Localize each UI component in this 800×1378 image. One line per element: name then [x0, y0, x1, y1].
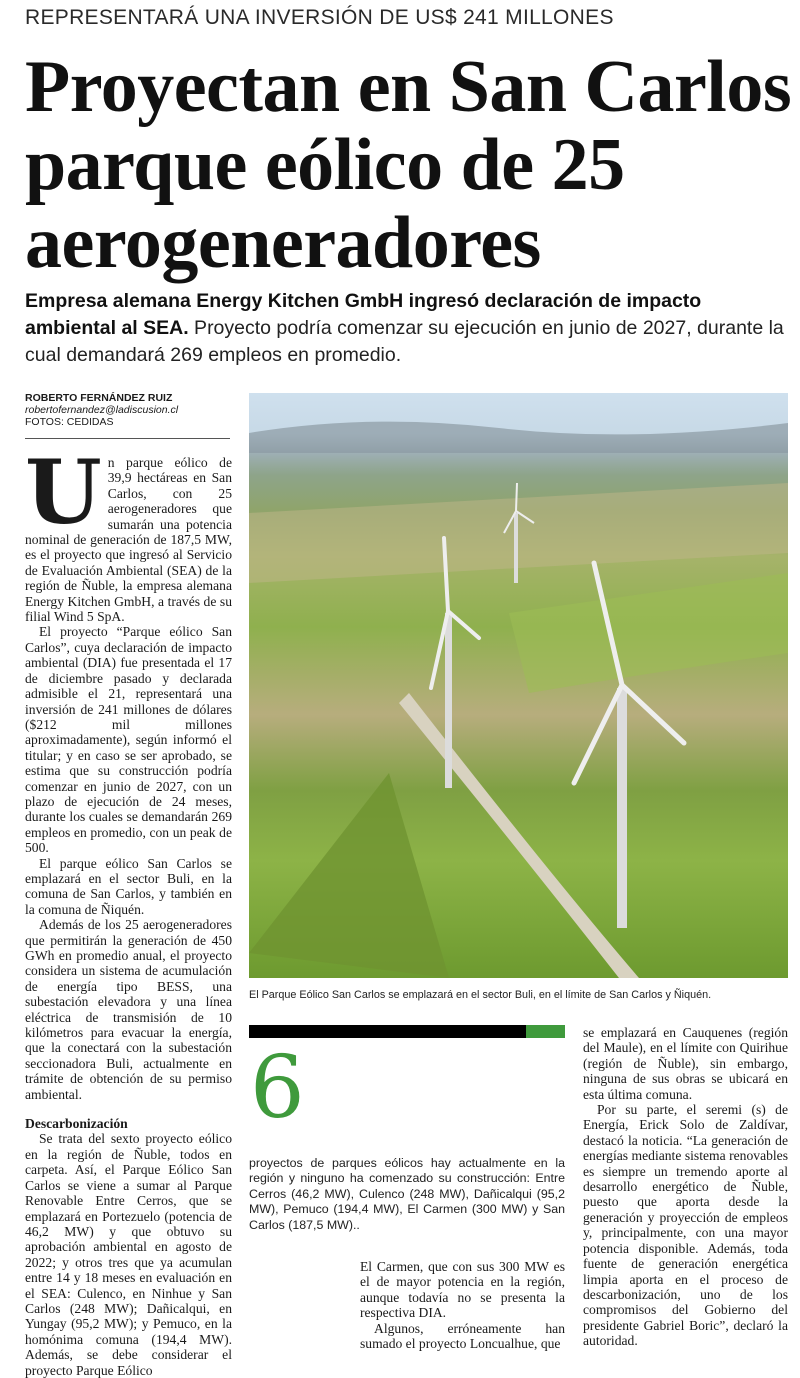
paragraph: El Carmen, que con sus 300 MW es el de mayor potencia en la región, aunque todavía no se presenta la respectiva DIA.: [360, 1259, 565, 1321]
paragraph: El parque eólico San Carlos se emplazará en el sector Buli, en la comuna de San Carlos, y también en la comuna de Ñiquén.: [25, 855, 232, 917]
deck-bold: Empresa alemana Energy Kitchen GmbH ingresó declaración de impacto ambiental al SEA.: [25, 290, 702, 339]
photo-caption: El Parque Eólico San Carlos se emplazará en el sector Buli, en el límite de San Carlos y Ñiquén.: [249, 989, 712, 1001]
paragraph: Algunos, erróneamente han sumado el proyecto Loncualhue, que: [360, 1320, 565, 1352]
infobox-text: proyectos de parques eólicos hay actualmente en la región y ninguno ha comenzado su construcción: Entre Cerros (46,2 MW), Culenco (248 MW), Dañicalqui (95,2 MW), Pemuco (194,4 MW), El Carmen (300 MW) y San Carlos (187,5 MW)..: [249, 1156, 565, 1232]
author: ROBERTO FERNÁNDEZ RUIZ: [25, 392, 173, 404]
divider: [25, 438, 230, 439]
drop-cap: U: [25, 440, 102, 544]
byline: [25, 392, 230, 428]
column-middle: [360, 1259, 565, 1351]
infobox-bar: [249, 1025, 565, 1038]
paragraph: El proyecto “Parque eólico San Carlos”, cuya declaración de impacto ambiental (DIA) fue presentada el 17 de diciembre pasado y declarada admisible el 21, representará una inversión de 241 millones de dólares ($212 mil millones aproximadamente), según informó el titular; y en caso se ser aprobado, se estima que su construcción podría comenzar en junio de 2027, con un plazo de ejecución de 24 meses, durante los cuales se demandarán 269 empleos en promedio, con un peak de 500.: [25, 624, 232, 856]
deck: [25, 288, 795, 369]
paragraph: se emplazará en Cauquenes (región del Maule), en el límite con Quirihue (región de Ñuble), sin embargo, ninguna de sus obras se ubicará en esta última comuna.: [583, 1025, 788, 1102]
column-left: [25, 440, 232, 1378]
kicker: REPRESENTARÁ UNA INVERSIÓN DE US$ 241 MILLONES: [25, 6, 614, 29]
deck-rest: Proyecto podría comenzar su ejecución en junio de 2027, durante la cual demandará 269 empleos en promedio.: [25, 317, 784, 366]
infobox-bar-accent: [526, 1025, 565, 1038]
wind-turbines-illustration: [249, 393, 788, 978]
infobox-number: 6: [250, 1038, 305, 1138]
column-right: [583, 1025, 788, 1349]
author-email[interactable]: robertofernandez@ladiscusion.cl: [25, 404, 179, 416]
paragraph: n parque eólico de 39,9 hectáreas en San Carlos, con 25 aerogeneradores que sumarán una potencia nominal de generación de 187,5 MW, es el proyecto que ingresó al Servicio de Evaluación Ambiental (SEA) de la región de Ñuble, la empresa alemana Energy Kitchen GmbH, a través de su filial Wind 5 SpA.: [25, 455, 232, 625]
paragraph: Por su parte, el seremi (s) de Energía, Erick Solo de Zaldívar, destacó la noticia. “La generación de energías mediante sistema renovables es siempre un tremendo aporte al desarrollo energético de Ñuble, puesto que aporta desde la generación y proyección de empleos y, principalmente, con una mayor potencia disponible. Además, toda fuente de generación energética limpia aporta en el proceso de descarbonización, uno de los compromisos del Gobierno del presidente Gabriel Boric”, declaró la autoridad.: [583, 1102, 788, 1349]
paragraph: Se trata del sexto proyecto eólico en la región de Ñuble, todos en carpeta. Así, el Parque Eólico San Carlos se viene a sumar al Parque Renovable Entre Cerros, que se emplazará en Portezuelo (potencia de 46,2 MW) y que obtuvo su aprobación ambiental en agosto de 2022; y otros tres que ya acumulan entre 14 y 18 meses en evaluación en el SEA: Culenco, en Ninhue y San Carlos (248 MW); Dañicalqui, en Yungay (95,2 MW); y Pemuco, en la homónima comuna (194,4 MW). Además, se debe considerar el proyecto Parque Eólico: [25, 1131, 232, 1378]
wind-farm-photo: [249, 393, 788, 978]
paragraph: Además de los 25 aerogeneradores que permitirán la generación de 450 GWh en promedio anual, el proyecto considera un sistema de acumulación de energía tipo BESS, una subestación elevadora y una línea eléctrica de transmisión de 10 kilómetros para evacuar la energía, que la conectará con la subestación seccionadora Buli, actualmente en trámite de obtención de su permiso ambiental.: [25, 917, 232, 1102]
headline: Proyectan en San Carlos parque eólico de 25 aerogeneradores: [25, 46, 792, 284]
photo-credit: FOTOS: CEDIDAS: [25, 416, 114, 428]
title-block: [25, 48, 795, 369]
subheading: Descarbonización: [25, 1116, 128, 1132]
